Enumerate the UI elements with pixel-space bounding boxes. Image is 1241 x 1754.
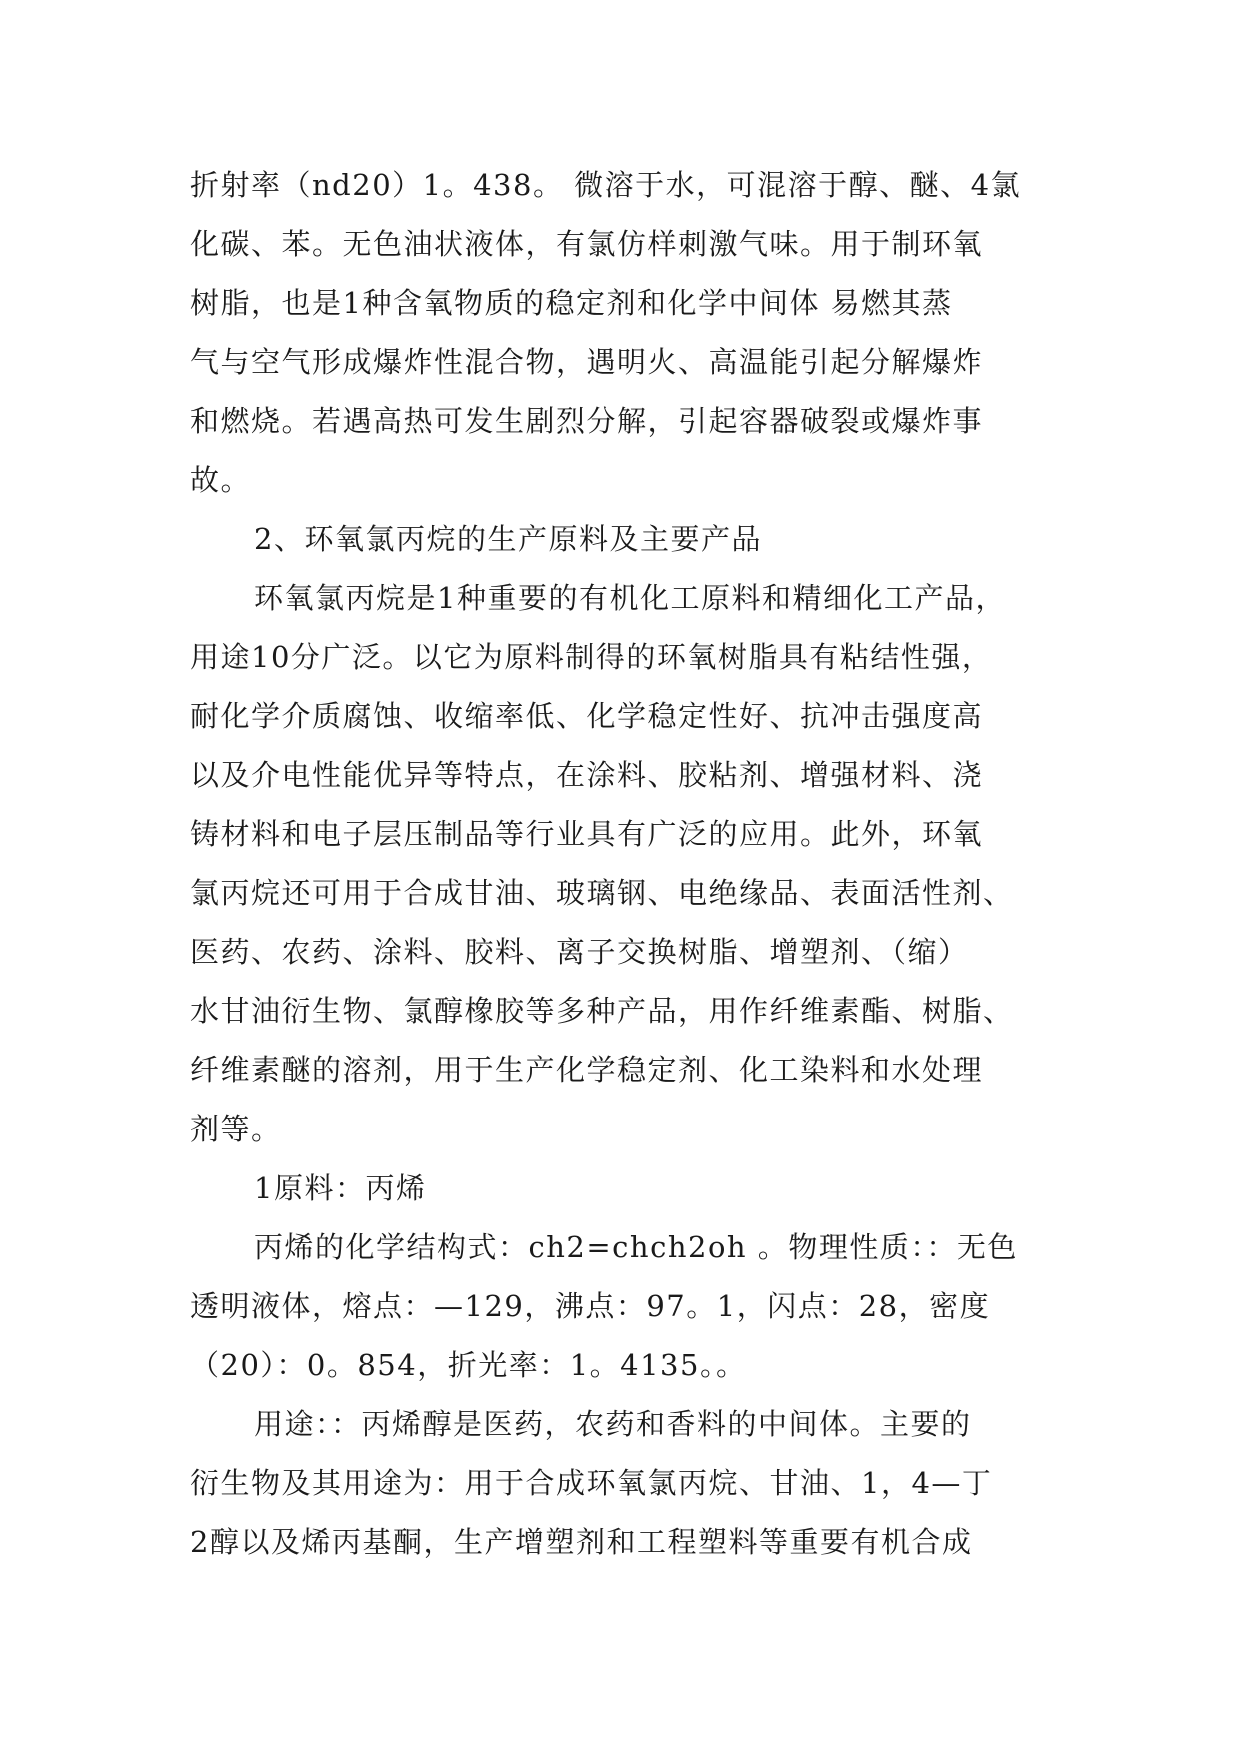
text-line: 化碳、苯。无色油状液体，有氯仿样刺激气味。用于制环氧 bbox=[190, 227, 984, 261]
text-line: 气与空气形成爆炸性混合物，遇明火、高温能引起分解爆炸 bbox=[190, 345, 984, 379]
text-line: 氯丙烷还可用于合成甘油、玻璃钢、电绝缘品、表面活性剂、 bbox=[190, 876, 1014, 910]
text-line: （20）：0。854，折光率：1。4135。。 bbox=[190, 1348, 747, 1382]
text-line: 树脂，也是1种含氧物质的稳定剂和化学中间体 易燃其蒸 bbox=[190, 286, 953, 320]
text-line: 衍生物及其用途为：用于合成环氧氯丙烷、甘油、1，4—丁 bbox=[190, 1466, 993, 1500]
text-line: 和燃烧。若遇高热可发生剧烈分解，引起容器破裂或爆炸事 bbox=[190, 404, 984, 438]
text-line: 用途：：丙烯醇是医药，农药和香料的中间体。主要的 bbox=[254, 1407, 972, 1441]
text-line: 铸材料和电子层压制品等行业具有广泛的应用。此外，环氧 bbox=[190, 817, 984, 851]
text-line: 2醇以及烯丙基酮，生产增塑剂和工程塑料等重要有机合成 bbox=[190, 1525, 973, 1559]
text-line: 耐化学介质腐蚀、收缩率低、化学稳定性好、抗冲击强度高 bbox=[190, 699, 984, 733]
text-line: 剂等。 bbox=[190, 1112, 282, 1146]
text-line: 折射率（nd20）1。438。 微溶于水，可混溶于醇、醚、4氯 bbox=[190, 168, 1022, 202]
text-line: 用途10分广泛。以它为原料制得的环氧树脂具有粘结性强， bbox=[190, 640, 993, 674]
text-line: 透明液体，熔点：—129，沸点：97。1，闪点：28，密度 bbox=[190, 1289, 991, 1323]
document-body bbox=[190, 156, 1050, 1572]
text-line: 纤维素醚的溶剂，用于生产化学稳定剂、化工染料和水处理 bbox=[190, 1053, 984, 1087]
text-line: 环氧氯丙烷是1种重要的有机化工原料和精细化工产品， bbox=[254, 581, 1006, 615]
text-line: 丙烯的化学结构式：ch2=chch2oh 。物理性质：：无色 bbox=[254, 1230, 1018, 1264]
text-line: 医药、农药、涂料、胶料、离子交换树脂、增塑剂、（缩） bbox=[190, 935, 969, 969]
text-line: 1原料：丙烯 bbox=[254, 1171, 427, 1205]
text-line: 以及介电性能优异等特点，在涂料、胶粘剂、增强材料、浇 bbox=[190, 758, 984, 792]
text-line: 2、环氧氯丙烷的生产原料及主要产品 bbox=[254, 522, 762, 556]
text-line: 水甘油衍生物、氯醇橡胶等多种产品，用作纤维素酯、树脂、 bbox=[190, 994, 1014, 1028]
text-line: 故。 bbox=[190, 463, 252, 497]
